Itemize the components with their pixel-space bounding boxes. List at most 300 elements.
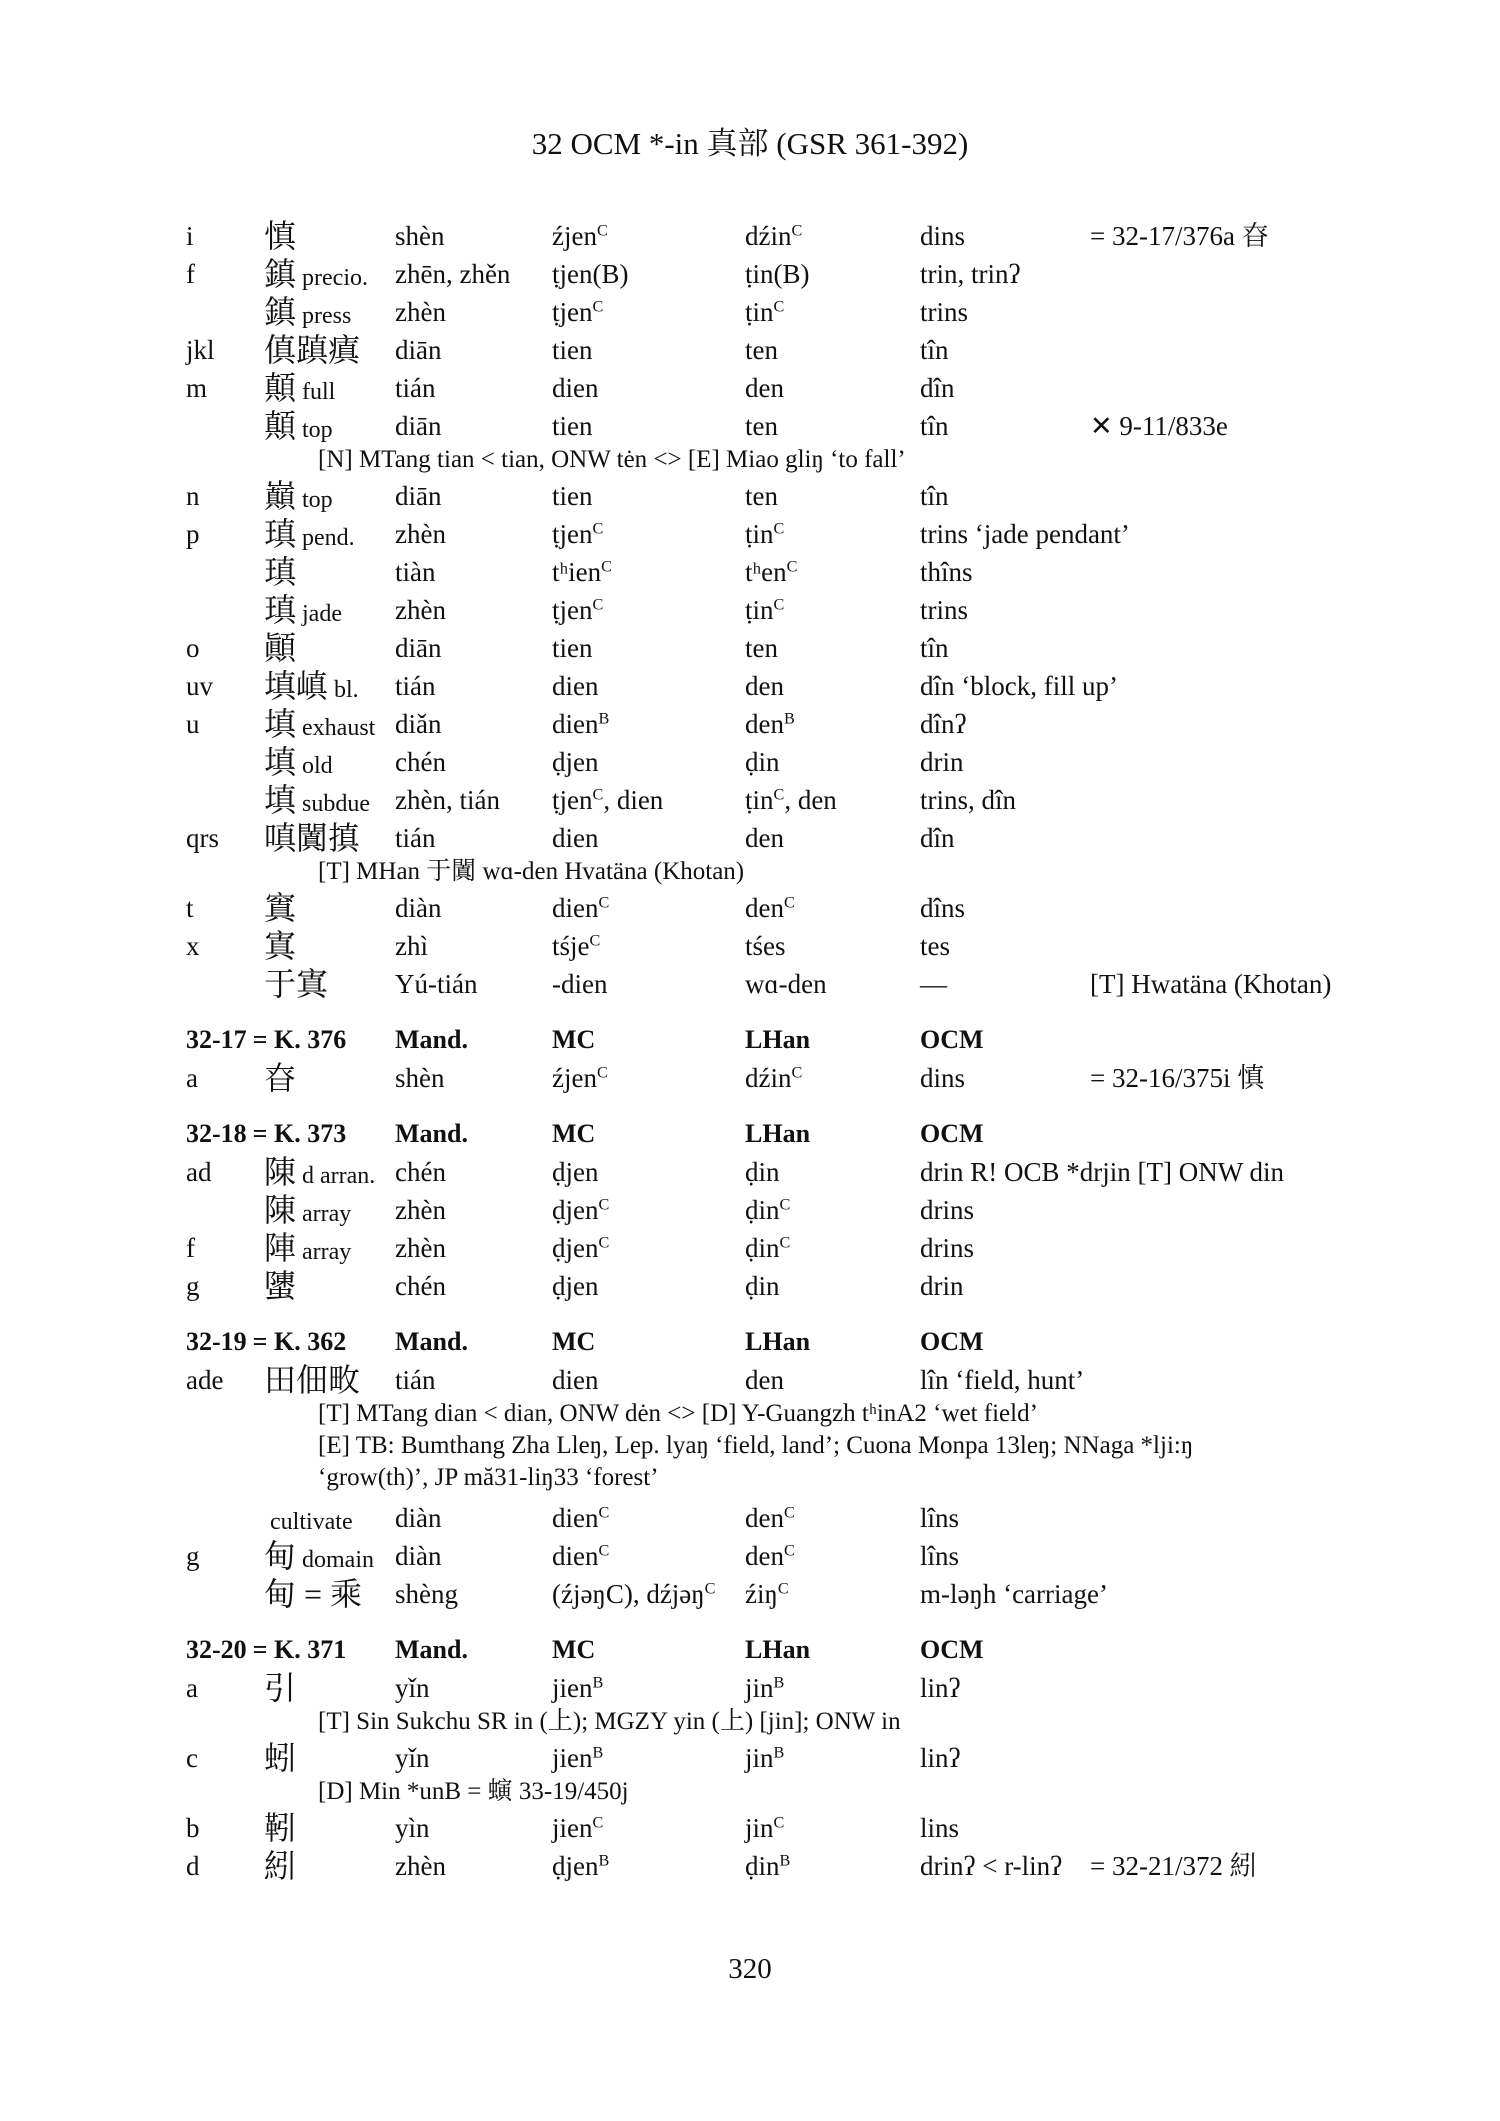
middle-chinese: dien$^C$ [552,1503,610,1533]
entry-letter: g [186,1271,200,1301]
mandarin-reading: zhèn, tián [395,785,500,815]
entry-row [0,819,1500,857]
old-chinese: dins [920,1063,966,1093]
entry-character [264,1361,360,1399]
old-chinese: dîns [920,893,966,923]
entry-character [264,255,368,297]
entry-gloss: array [302,1239,352,1265]
entry-gloss: press [302,303,352,329]
later-han: ḍin [745,747,780,777]
entry-character [264,667,359,709]
entry-gloss: jade [302,601,342,627]
entry-row [0,629,1500,667]
character-text: 昚 [264,1060,297,1096]
entry-character [264,743,333,785]
entry-character [264,629,296,667]
mandarin-reading: diàn [395,1503,442,1533]
old-chinese: drins [920,1233,974,1263]
mandarin-reading: zhì [395,931,428,961]
entry-row [0,591,1500,629]
section-heading [0,1631,1500,1669]
col-head-mc: MC [552,1025,596,1054]
mandarin-reading: chén [395,747,446,777]
entry-row [0,1361,1500,1399]
old-chinese: dîn ‘block, fill up’ [920,671,1118,701]
later-han: ḍin [745,1271,780,1301]
entry-gloss: old [302,753,333,779]
later-han: dźin$^C$ [745,221,803,251]
old-chinese: — [920,969,947,999]
entry-letter: o [186,633,200,663]
entry-gloss: top [302,487,333,513]
col-head-ocm: OCM [920,1025,984,1054]
middle-chinese: tien [552,411,593,441]
mandarin-reading: zhèn [395,595,446,625]
entry-character [264,477,333,519]
entry-character [264,705,375,747]
entry-gloss: bl. [334,677,359,703]
etymology-note [0,1459,1500,1497]
later-han: den [745,1365,784,1395]
col-head-mc: MC [552,1119,596,1148]
col-head-lhan: LHan [745,1635,811,1664]
entry-character [264,1847,296,1885]
entry-row [0,1739,1500,1777]
entry-character [264,1499,353,1541]
old-chinese: tîn [920,411,949,441]
entry-character [264,889,296,927]
middle-chinese: ḍjen$^C$ [552,1233,610,1263]
section-id [186,1631,346,1669]
entry-character [264,1059,296,1097]
mandarin-reading: diān [395,481,442,511]
character-text: 瑱 [264,516,297,552]
col-head-mand: Mand. [395,1025,468,1054]
old-chinese: drin [920,1271,964,1301]
entry-letter: m [186,373,208,403]
old-chinese: lîns [920,1503,960,1533]
character-text: 蚓 [264,1740,297,1776]
mandarin-reading: Yú-tián [395,969,478,999]
col-head-ocm: OCM [920,1327,984,1356]
entry-row [0,1847,1500,1885]
mandarin-reading: zhēn, zhěn [395,259,511,289]
middle-chinese: ṭjen$^C$ [552,519,604,549]
later-han: ḍin$^C$ [745,1195,791,1225]
col-head-ocm: OCM [920,1119,984,1148]
page-number: 320 [728,1953,772,1985]
entry-character [264,553,296,591]
middle-chinese: ṭjen$^C$ [552,595,604,625]
karlgren-ref: = K. 373 [252,1119,347,1148]
page-header: 32 OCM *-in 真部 (GSR 361-392) [531,126,969,161]
entry-character [264,293,351,335]
mandarin-reading: tián [395,1365,436,1395]
old-chinese: dins [920,221,966,251]
entry-row [0,743,1500,781]
later-han: źiŋ$^C$ [745,1579,789,1609]
entry-letter: ade [186,1365,224,1395]
later-han: den [745,671,784,701]
entry-letter: n [186,481,200,511]
old-chinese: trins ‘jade pendant’ [920,519,1130,549]
middle-chinese: dien [552,1365,599,1395]
character-text: 紖 [264,1848,297,1884]
mandarin-reading: diǎn [395,709,442,739]
entry-row [0,1229,1500,1267]
later-han: den$^C$ [745,1541,795,1571]
entry-letter: c [186,1743,198,1773]
mandarin-reading: zhèn [395,519,446,549]
entry-letter: g [186,1541,200,1571]
mandarin-reading: diàn [395,893,442,923]
entry-letter: a [186,1673,198,1703]
later-han: jin$^B$ [745,1743,785,1773]
col-head-mc: MC [552,1327,596,1356]
character-text: 顚 [264,630,297,666]
entry-gloss: exhaust [302,715,376,741]
entry-row [0,927,1500,965]
col-head-mand: Mand. [395,1119,468,1148]
mandarin-reading: zhèn [395,1195,446,1225]
old-chinese: lîn ‘field, hunt’ [920,1365,1085,1395]
character-text: 填嵮 [264,668,329,704]
mandarin-reading: shèn [395,1063,445,1093]
note-text: [N] MTang tian < tian, ONW tėn <> [E] Miao gliŋ ‘to fall’ [318,446,906,473]
entry-letter: f [186,1233,195,1263]
character-text: 甸 = 乘 [264,1576,363,1612]
entry-character [264,331,360,369]
entry-row [0,1499,1500,1537]
old-chinese: dîn [920,823,955,853]
mandarin-reading: diān [395,633,442,663]
entry-row [0,667,1500,705]
old-chinese: thîns [920,557,973,587]
later-han: wɑ-den [745,969,827,999]
entry-row [0,1059,1500,1097]
entry-row [0,965,1500,1003]
entry-character [264,965,328,1003]
later-han: ḍin$^C$ [745,1233,791,1263]
note-text: [T] MHan 于闐 wɑ-den Hvatäna (Khotan) [318,858,745,885]
entry-row [0,1537,1500,1575]
character-text: 田佃畋 [264,1362,361,1398]
entry-row [0,781,1500,819]
old-chinese: trins [920,297,969,327]
entry-gloss: d arran. [302,1163,376,1189]
middle-chinese: dien [552,671,599,701]
mandarin-reading: chén [395,1271,446,1301]
karlgren-ref: = K. 371 [252,1635,347,1664]
col-head-lhan: LHan [745,1327,811,1356]
mandarin-reading: yìn [395,1813,430,1843]
old-chinese: trins, dîn [920,785,1017,815]
entry-row [0,255,1500,293]
entry-letter: qrs [186,823,219,853]
later-han: ḍin [745,1157,780,1187]
entry-character [264,927,296,965]
later-han: tśes [745,931,786,961]
mandarin-reading: diān [395,335,442,365]
old-chinese: drins [920,1195,974,1225]
later-han: ṭin(B) [745,259,810,289]
entry-gloss: precio. [302,265,368,291]
entry-letter: x [186,931,200,961]
mandarin-reading: tián [395,823,436,853]
section-heading [0,1323,1500,1361]
middle-chinese: dien$^B$ [552,709,610,739]
col-head-mc: MC [552,1635,596,1664]
entry-character [264,1153,375,1195]
section-heading [0,1021,1500,1059]
section-id [186,1323,346,1361]
old-chinese: lins [920,1813,960,1843]
character-text: 靷 [264,1810,297,1846]
entry-character [264,1229,351,1271]
later-han: ten [745,411,778,441]
old-chinese: tîn [920,633,949,663]
old-chinese: drinʔ < r-linʔ [920,1851,1063,1881]
later-han: ṭin$^C$ [745,519,785,549]
character-text: 填 [264,782,297,818]
later-han: den [745,823,784,853]
section-number: 32-19 [186,1327,247,1356]
entry-gloss: full [302,379,336,405]
middle-chinese: dien$^C$ [552,893,610,923]
col-head-ocm: OCM [920,1635,984,1664]
later-han: ḍin$^B$ [745,1851,791,1881]
middle-chinese: -dien [552,969,608,999]
later-han: den$^C$ [745,1503,795,1533]
later-han: tʰen$^C$ [745,557,798,587]
later-han: ṭin$^C$, den [745,785,837,815]
entry-character [264,591,342,633]
entry-row [0,293,1500,331]
entry-row [0,515,1500,553]
entry-character [264,781,370,823]
entry-row [0,407,1500,445]
entry-character [264,1739,296,1777]
old-chinese: dîn [920,373,955,403]
entry-gloss: cultivate [270,1509,353,1535]
section-number: 32-20 [186,1635,247,1664]
middle-chinese: tʰien$^C$ [552,557,612,587]
character-text: 陳 [264,1192,297,1228]
character-text: 鎮 [264,256,297,292]
character-text: 嗔闐搷 [264,820,361,856]
entry-row [0,705,1500,743]
mandarin-reading: chén [395,1157,446,1187]
middle-chinese: ṭjen$^C$ [552,297,604,327]
later-han: den$^B$ [745,709,795,739]
old-chinese: linʔ [920,1673,961,1703]
entry-letter: b [186,1813,200,1843]
note-text: [E] TB: Bumthang Zha Lleŋ, Lep. lyaŋ ‘field, land’; Cuona Monpa 13leŋ; NNaga *lji:ŋ [318,1432,1194,1459]
entry-character [264,1267,296,1305]
mandarin-reading: yǐn [395,1673,430,1703]
entry-letter: f [186,259,195,289]
later-han: ten [745,481,778,511]
middle-chinese: dien$^C$ [552,1541,610,1571]
entry-gloss: subdue [302,791,371,817]
character-text: 傎蹎瘨 [264,332,361,368]
character-text: 窴 [264,890,297,926]
character-text: 顛 [264,370,297,406]
entry-character [264,1575,362,1613]
character-text: 巔 [264,478,297,514]
character-text: 陳 [264,1154,297,1190]
entry-character [264,217,296,255]
character-text: 瑱 [264,592,297,628]
middle-chinese: ṭjen(B) [552,259,629,289]
entry-letter: ad [186,1157,212,1187]
etymology-note [0,1773,1500,1811]
entry-gloss: array [302,1201,352,1227]
entry-gloss: pend. [302,525,355,551]
mandarin-reading: yǐn [395,1743,430,1773]
mandarin-reading: zhèn [395,297,446,327]
middle-chinese: (źjəŋC), dźjəŋ$^C$ [552,1579,716,1609]
later-han: dźin$^C$ [745,1063,803,1093]
karlgren-ref: = K. 362 [252,1327,347,1356]
middle-chinese: dien [552,373,599,403]
middle-chinese: tien [552,481,593,511]
character-text: 引 [264,1670,297,1706]
old-chinese: trin, trinʔ [920,259,1021,289]
entry-row [0,1809,1500,1847]
old-chinese: linʔ [920,1743,961,1773]
entry-gloss: top [302,417,333,443]
entry-character [264,1191,351,1233]
entry-row [0,889,1500,927]
mandarin-reading: zhèn [395,1233,446,1263]
cross-reference: ✕ 9-11/833e [1090,411,1228,441]
middle-chinese: ḍjen [552,747,599,777]
middle-chinese: jien$^B$ [552,1673,604,1703]
old-chinese: drin [920,747,964,777]
character-text: 螴 [264,1268,297,1304]
entry-row [0,217,1500,255]
entry-row [0,1153,1500,1191]
entry-row [0,369,1500,407]
section-id [186,1021,346,1059]
mandarin-reading: tián [395,373,436,403]
middle-chinese: dien [552,823,599,853]
section-number: 32-17 [186,1025,247,1054]
middle-chinese: tien [552,633,593,663]
entry-letter: u [186,709,200,739]
middle-chinese: ḍjen$^C$ [552,1195,610,1225]
old-chinese: lîns [920,1541,960,1571]
note-text: [T] MTang dian < dian, ONW dėn <> [D] Y-Guangzh tʰinA2 ‘wet field’ [318,1400,1038,1427]
old-chinese: dînʔ [920,709,967,739]
character-text: 鎮 [264,294,297,330]
old-chinese: tîn [920,481,949,511]
entry-letter: d [186,1851,200,1881]
cross-reference: = 32-16/375i 慎 [1090,1063,1265,1093]
section-id [186,1115,346,1153]
etymology-note [0,853,1500,891]
old-chinese: trins [920,595,969,625]
old-chinese: tîn [920,335,949,365]
col-head-lhan: LHan [745,1119,811,1148]
entry-character [264,1669,296,1707]
middle-chinese: źjen$^C$ [552,1063,608,1093]
mandarin-reading: tiàn [395,557,436,587]
character-text: 寘 [264,928,297,964]
note-text: [T] Sin Sukchu SR in (上); MGZY yin (上) [jin]; ONW in [318,1708,901,1735]
later-han: ten [745,335,778,365]
character-text: 于寘 [264,966,329,1002]
entry-character [264,1809,296,1847]
later-han: den [745,373,784,403]
character-text: 顛 [264,408,297,444]
entry-row [0,1191,1500,1229]
note-text: [D] Min *unB = 螾 33-19/450j [318,1778,629,1805]
middle-chinese: tien [552,335,593,365]
entry-character [264,1537,374,1579]
mandarin-reading: diàn [395,1541,442,1571]
entry-row [0,1575,1500,1613]
entry-character [264,819,360,857]
later-han: jin$^B$ [745,1673,785,1703]
middle-chinese: jien$^B$ [552,1743,604,1773]
old-chinese: drin R! OCB *drjin [T] ONW din [920,1157,1284,1187]
old-chinese: tes [920,931,950,961]
mandarin-reading: diān [395,411,442,441]
entry-row [0,477,1500,515]
entry-row [0,1669,1500,1707]
character-text: 慎 [264,218,297,254]
cross-reference: [T] Hwatäna (Khotan) [1090,969,1332,999]
cross-reference: = 32-17/376a 昚 [1090,221,1269,251]
later-han: jin$^C$ [745,1813,785,1843]
mandarin-reading: shèng [395,1579,458,1609]
section-heading [0,1115,1500,1153]
mandarin-reading: shèn [395,221,445,251]
entry-row [0,331,1500,369]
later-han: ten [745,633,778,663]
entry-character [264,369,335,411]
middle-chinese: ḍjen [552,1157,599,1187]
col-head-mand: Mand. [395,1327,468,1356]
entry-character [264,515,355,557]
middle-chinese: jien$^C$ [552,1813,604,1843]
entry-letter: jkl [186,335,215,365]
entry-letter: i [186,221,194,251]
entry-letter: t [186,893,194,923]
later-han: ṭin$^C$ [745,297,785,327]
col-head-mand: Mand. [395,1635,468,1664]
old-chinese: m-ləŋh ‘carriage’ [920,1579,1108,1609]
later-han: ṭin$^C$ [745,595,785,625]
note-text: ‘grow(th)’, JP mă31-liŋ33 ‘forest’ [318,1464,659,1491]
middle-chinese: tśje$^C$ [552,931,601,961]
entry-letter: uv [186,671,213,701]
cross-reference: = 32-21/372 紖 [1090,1851,1257,1881]
middle-chinese: ṭjen$^C$, dien [552,785,664,815]
middle-chinese: ḍjen [552,1271,599,1301]
etymology-note [0,441,1500,479]
character-text: 甸 [264,1538,297,1574]
entry-letter: a [186,1063,198,1093]
entry-row [0,553,1500,591]
character-text: 填 [264,706,297,742]
entry-row [0,1267,1500,1305]
middle-chinese: źjen$^C$ [552,221,608,251]
character-text: 瑱 [264,554,297,590]
col-head-lhan: LHan [745,1025,811,1054]
